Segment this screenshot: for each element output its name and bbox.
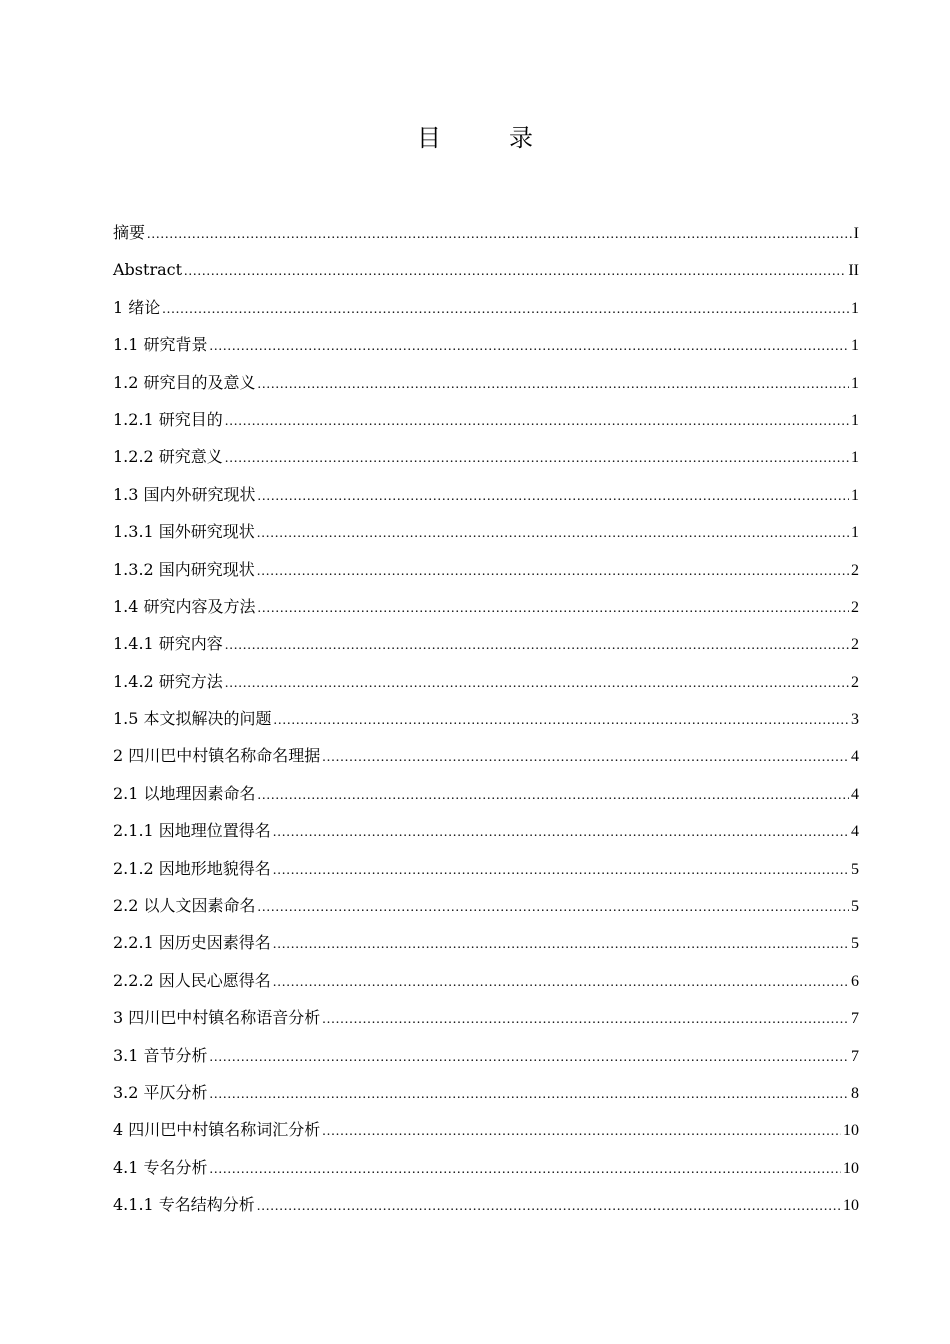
- toc-entry-page-number: 1: [851, 486, 859, 504]
- toc-entry[interactable]: [113, 1186, 859, 1223]
- toc-entry-label: 3.1 音节分析: [113, 1045, 208, 1065]
- toc-entry-page-number: 1: [851, 411, 859, 429]
- toc-entry-label: 2.2.1 因历史因素得名: [113, 933, 271, 953]
- toc-dot-leader: [273, 814, 849, 851]
- toc-entry-page-number: 7: [851, 1047, 859, 1065]
- toc-title: 目 录: [417, 124, 555, 152]
- toc-entry[interactable]: [113, 551, 859, 588]
- toc-entry[interactable]: [113, 812, 859, 849]
- toc-entry[interactable]: [113, 364, 859, 401]
- toc-entry-page-number: I: [853, 225, 859, 242]
- toc-entry[interactable]: [113, 887, 859, 924]
- toc-dot-leader: [273, 852, 849, 889]
- toc-entry[interactable]: [113, 214, 859, 251]
- toc-entry-label: 1.5 本文拟解决的问题: [113, 709, 272, 729]
- toc-entry-page-number: II: [848, 262, 859, 280]
- toc-entry[interactable]: [113, 775, 859, 812]
- toc-entry-page-number: 1: [851, 524, 859, 542]
- toc-entry-page-number: 5: [851, 898, 859, 916]
- toc-entry[interactable]: [113, 1074, 859, 1111]
- toc-entry-page-number: 8: [851, 1084, 859, 1102]
- toc-dot-leader: [210, 1039, 849, 1076]
- toc-dot-leader: [184, 253, 846, 290]
- toc-dot-leader: [273, 926, 849, 963]
- toc-entry-label: 1.3.1 国外研究现状: [113, 522, 255, 542]
- toc-entry[interactable]: [113, 251, 859, 288]
- toc-dot-leader: [225, 627, 849, 664]
- toc-entry[interactable]: [113, 476, 859, 513]
- toc-dot-leader: [258, 478, 849, 515]
- toc-dot-leader: [210, 1151, 841, 1188]
- toc-entry[interactable]: [113, 625, 859, 662]
- toc-dot-leader: [225, 665, 849, 702]
- toc-dot-leader: [274, 702, 849, 739]
- toc-entry-label: 4.1.1 专名结构分析: [113, 1195, 255, 1215]
- toc-entry-label: 1 绪论: [113, 297, 161, 317]
- toc-entry-label: 1.3 国内外研究现状: [113, 484, 256, 504]
- toc-entry-page-number: 3: [851, 711, 859, 729]
- toc-dot-leader: [162, 291, 849, 328]
- toc-entry-page-number: 5: [851, 860, 859, 878]
- toc-dot-leader: [273, 964, 849, 1001]
- toc-entry-label: 1.4 研究内容及方法: [113, 596, 256, 616]
- toc-entry-label: 1.1 研究背景: [113, 335, 208, 355]
- toc-entry-page-number: 2: [851, 561, 859, 579]
- toc-dot-leader: [258, 889, 849, 926]
- toc-entry-label: 1.4.1 研究内容: [113, 634, 223, 654]
- toc-entry-label: 摘要: [113, 223, 146, 242]
- toc-entry[interactable]: [113, 438, 859, 475]
- toc-dot-leader: [258, 777, 849, 814]
- toc-entry[interactable]: [113, 1149, 859, 1186]
- toc-entry[interactable]: [113, 999, 859, 1036]
- toc-dot-leader: [322, 1113, 841, 1150]
- toc-entry-page-number: 4: [851, 823, 859, 841]
- toc-entry-page-number: 4: [851, 748, 859, 766]
- toc-entry-page-number: 10: [843, 1122, 859, 1140]
- toc-dot-leader: [147, 216, 852, 253]
- toc-entry-page-number: 1: [851, 299, 859, 317]
- toc-entry[interactable]: [113, 1037, 859, 1074]
- toc-entry-label: 4.1 专名分析: [113, 1157, 208, 1177]
- toc-entry-label: 2.1.1 因地理位置得名: [113, 821, 271, 841]
- toc-entry-page-number: 1: [851, 449, 859, 467]
- toc-entry-label: 1.3.2 国内研究现状: [113, 559, 255, 579]
- toc-entry-label: 1.2.2 研究意义: [113, 447, 223, 467]
- toc-entry-page-number: 4: [851, 785, 859, 803]
- toc-entry-page-number: 10: [843, 1159, 859, 1177]
- toc-entry-label: 1.4.2 研究方法: [113, 671, 223, 691]
- toc-entry[interactable]: [113, 326, 859, 363]
- toc-entry-page-number: 2: [851, 598, 859, 616]
- toc-entry-label: 1.2 研究目的及意义: [113, 372, 256, 392]
- toc-entry-page-number: 10: [843, 1197, 859, 1215]
- toc-dot-leader: [258, 590, 849, 627]
- toc-entry[interactable]: [113, 663, 859, 700]
- toc-entry[interactable]: [113, 401, 859, 438]
- toc-entry-page-number: 5: [851, 935, 859, 953]
- toc-entry-page-number: 2: [851, 673, 859, 691]
- toc-entry-page-number: 6: [851, 972, 859, 990]
- toc-entry-label: 4 四川巴中村镇名称词汇分析: [113, 1120, 321, 1140]
- toc-entry-label: 2 四川巴中村镇名称命名理据: [113, 746, 321, 766]
- toc-entry-label: 3.2 平仄分析: [113, 1082, 208, 1102]
- toc-dot-leader: [258, 366, 849, 403]
- toc-list: [113, 214, 859, 1224]
- toc-entry-label: 1.2.1 研究目的: [113, 409, 223, 429]
- toc-entry[interactable]: [113, 962, 859, 999]
- toc-dot-leader: [225, 440, 849, 477]
- toc-entry[interactable]: [113, 1111, 859, 1148]
- toc-entry[interactable]: [113, 588, 859, 625]
- toc-entry-page-number: 1: [851, 337, 859, 355]
- toc-entry[interactable]: [113, 700, 859, 737]
- toc-dot-leader: [257, 553, 849, 590]
- toc-entry-page-number: 1: [851, 374, 859, 392]
- toc-dot-leader: [225, 403, 849, 440]
- toc-dot-leader: [210, 1076, 849, 1113]
- toc-dot-leader: [322, 1001, 849, 1038]
- toc-entry[interactable]: [113, 737, 859, 774]
- toc-entry[interactable]: [113, 850, 859, 887]
- toc-entry-label: 2.2.2 因人民心愿得名: [113, 970, 271, 990]
- toc-entry-label: 2.2 以人文因素命名: [113, 896, 256, 916]
- toc-dot-leader: [210, 328, 849, 365]
- toc-entry-label: 3 四川巴中村镇名称语音分析: [113, 1008, 321, 1028]
- toc-entry-page-number: 2: [851, 636, 859, 654]
- toc-entry[interactable]: [113, 289, 859, 326]
- toc-dot-leader: [257, 1188, 841, 1225]
- toc-entry[interactable]: [113, 513, 859, 550]
- toc-entry[interactable]: [113, 924, 859, 961]
- toc-entry-page-number: 7: [851, 1010, 859, 1028]
- toc-entry-label: Abstract: [113, 260, 183, 280]
- toc-entry-label: 2.1.2 因地形地貌得名: [113, 858, 271, 878]
- toc-entry-label: 2.1 以地理因素命名: [113, 783, 256, 803]
- toc-dot-leader: [322, 739, 849, 776]
- toc-dot-leader: [257, 515, 849, 552]
